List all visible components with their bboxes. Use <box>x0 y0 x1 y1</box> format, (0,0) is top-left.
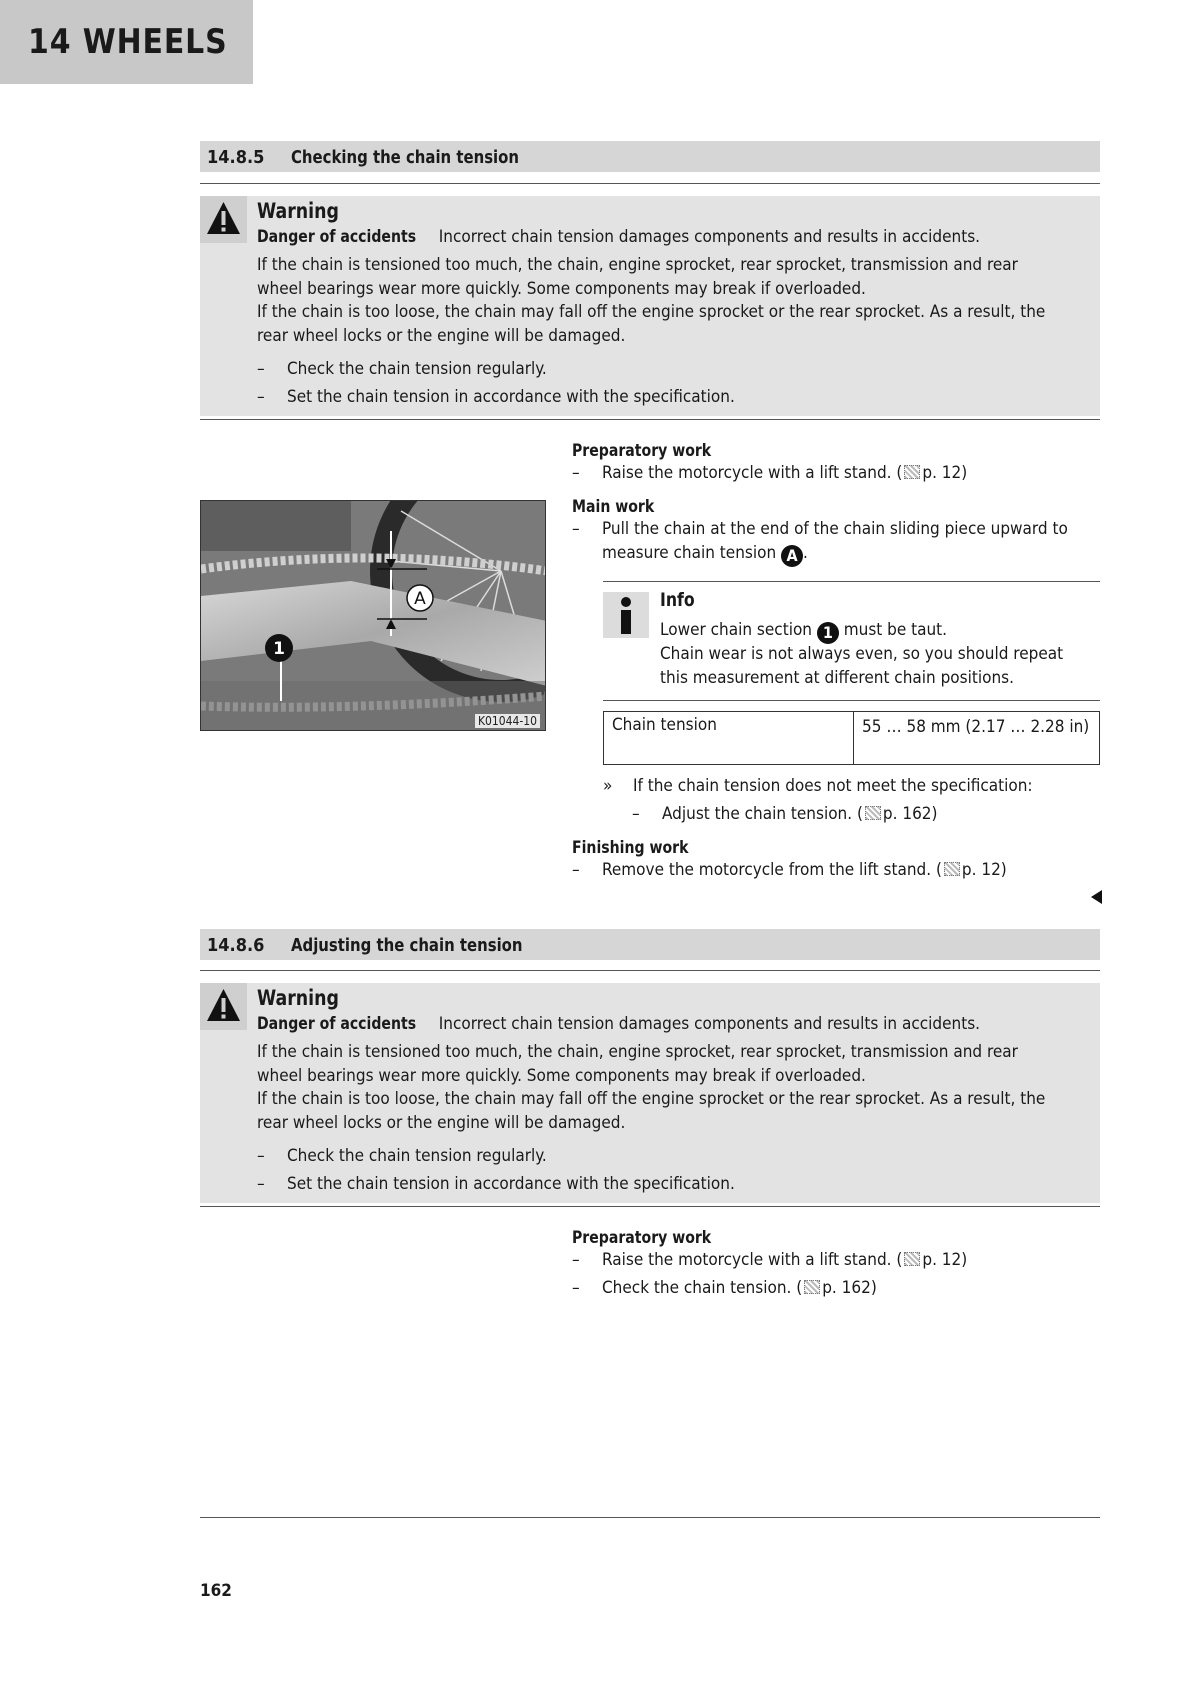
preparatory-step: – Check the chain tension. ( p. 162) <box>572 1278 877 1298</box>
section-number: 14.8.6 <box>207 935 265 956</box>
page-ref-link[interactable]: p. 12) <box>922 1250 968 1270</box>
preparatory-heading: Preparatory work <box>572 1228 712 1248</box>
page-ref-link[interactable]: p. 162) <box>822 1278 877 1298</box>
info-line: Chain wear is not always even, so you should repeat <box>660 644 1064 664</box>
marker-1: 1 <box>817 622 839 644</box>
warning-icon <box>200 196 247 243</box>
photo-label-1: 1 <box>273 639 285 659</box>
section-end-marker <box>1091 890 1102 904</box>
warning-text-line: If the chain is tensioned too much, the chain, engine sprocket, rear sprocket, transmission and rear <box>257 1042 1018 1062</box>
preparatory-heading: Preparatory work <box>572 441 712 461</box>
main-work-step: – Pull the chain at the end of the chain sliding piece upward to <box>572 519 1068 539</box>
page-ref-icon <box>865 806 881 820</box>
section-number: 14.8.5 <box>207 147 265 168</box>
info-icon <box>603 592 649 638</box>
preparatory-step: – Raise the motorcycle with a lift stand. ( p. 12) <box>572 1250 968 1270</box>
info-line: this measurement at different chain positions. <box>660 668 1014 688</box>
section-heading-adjusting <box>200 929 1100 960</box>
info-box <box>603 582 1100 700</box>
condition-line: » If the chain tension does not meet the specification: <box>603 776 1033 796</box>
photo-code: K01044-10 <box>475 714 540 728</box>
section-title: Checking the chain tension <box>291 147 520 168</box>
warning-icon <box>200 983 247 1030</box>
chapter-tab <box>0 0 253 84</box>
divider <box>200 183 1100 184</box>
warning-action: – Set the chain tension in accordance with the specification. <box>257 1174 735 1194</box>
page-ref-icon <box>904 1252 920 1266</box>
spec-label: Chain tension <box>612 715 717 735</box>
chain-photo <box>200 500 546 731</box>
info-divider-bottom <box>603 700 1100 701</box>
page-number: 162 <box>200 1581 232 1601</box>
section-title: Adjusting the chain tension <box>291 935 523 956</box>
finishing-heading: Finishing work <box>572 838 689 858</box>
danger-label: Danger of accidents <box>257 227 417 247</box>
warning-danger-line <box>257 1014 980 1034</box>
marker-a: A <box>781 545 803 567</box>
spec-table <box>603 711 1100 765</box>
danger-text: Incorrect chain tension damages components and results in accidents. <box>438 1014 981 1034</box>
warning-action: – Check the chain tension regularly. <box>257 359 547 379</box>
divider <box>200 970 1100 971</box>
warning-danger-line <box>257 227 980 247</box>
spec-value: 55 … 58 mm (2.17 … 2.28 in) <box>862 717 1090 737</box>
page-ref-link[interactable]: p. 12) <box>922 463 968 483</box>
info-title: Info <box>660 589 695 611</box>
photo-label-a: A <box>414 589 426 609</box>
warning-title: Warning <box>257 986 339 1010</box>
page-ref-icon <box>944 862 960 876</box>
warning-text-line: If the chain is too loose, the chain may fall off the engine sprocket or the rear sprocket. As a result, the <box>257 302 1046 322</box>
page-ref-link[interactable]: p. 12) <box>961 860 1007 880</box>
warning-text-line: If the chain is tensioned too much, the chain, engine sprocket, rear sprocket, transmission and rear <box>257 255 1018 275</box>
page-ref-link[interactable]: p. 162) <box>882 804 938 824</box>
page-ref-icon <box>804 1280 820 1294</box>
main-work-heading: Main work <box>572 497 655 517</box>
chapter-title: 14 WHEELS <box>28 22 228 62</box>
warning-text-line: rear wheel locks or the engine will be damaged. <box>257 1113 626 1133</box>
info-line: Lower chain section 1 must be taut. <box>660 620 948 642</box>
warning-text-line: If the chain is too loose, the chain may fall off the engine sprocket or the rear sprocket. As a result, the <box>257 1089 1046 1109</box>
footer-divider <box>200 1517 1100 1518</box>
warning-box <box>200 983 1100 1203</box>
finishing-step: – Remove the motorcycle from the lift stand. ( p. 12) <box>572 860 1007 880</box>
warning-title: Warning <box>257 199 339 223</box>
danger-label: Danger of accidents <box>257 1014 417 1034</box>
warning-action: – Check the chain tension regularly. <box>257 1146 547 1166</box>
page-ref-icon <box>904 465 920 479</box>
danger-text: Incorrect chain tension damages components and results in accidents. <box>438 227 981 247</box>
warning-text-line: rear wheel locks or the engine will be damaged. <box>257 326 626 346</box>
main-work-step-cont: measure chain tension A . <box>602 543 808 565</box>
warning-text-line: wheel bearings wear more quickly. Some components may break if overloaded. <box>257 1066 866 1086</box>
divider <box>200 1206 1100 1207</box>
warning-box <box>200 196 1100 416</box>
divider <box>200 419 1100 420</box>
condition-action: – Adjust the chain tension. ( p. 162) <box>632 804 938 824</box>
section-heading-checking <box>200 141 1100 172</box>
warning-text-line: wheel bearings wear more quickly. Some components may break if overloaded. <box>257 279 866 299</box>
warning-action: – Set the chain tension in accordance with the specification. <box>257 387 735 407</box>
preparatory-step: – Raise the motorcycle with a lift stand. ( p. 12) <box>572 463 968 483</box>
